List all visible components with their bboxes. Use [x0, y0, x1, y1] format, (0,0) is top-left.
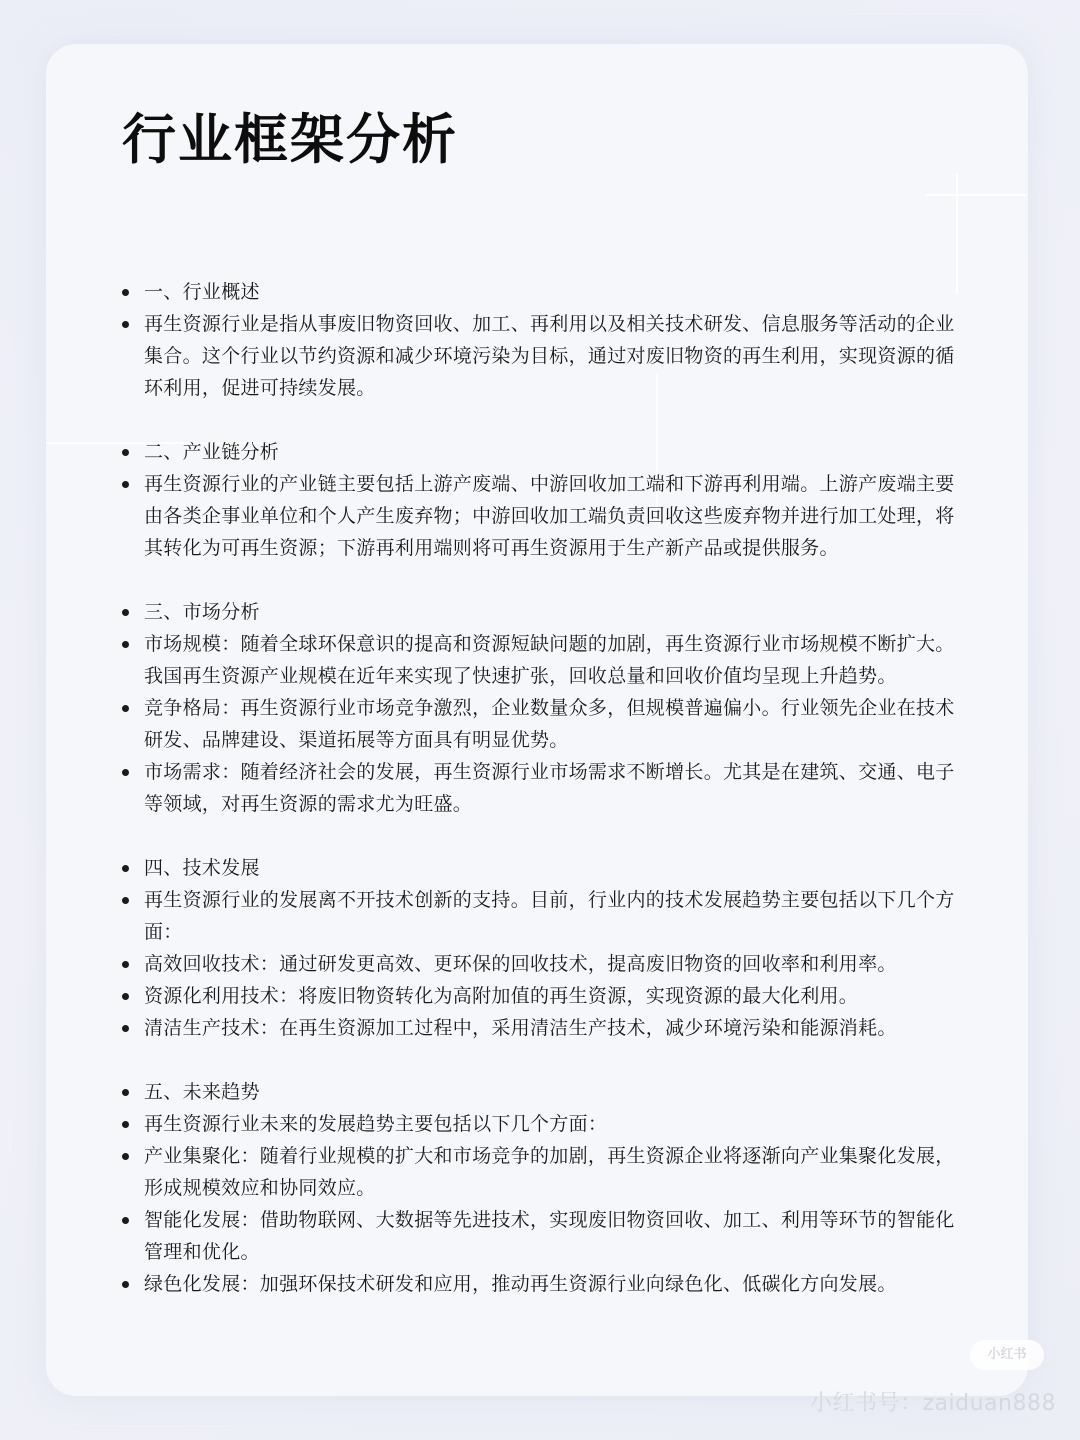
list-item: 资源化利用技术：将废旧物资转化为高附加值的再生资源，实现资源的最大化利用。	[122, 980, 972, 1012]
list-item: 智能化发展：借助物联网、大数据等先进技术，实现废旧物资回收、加工、利用等环节的智能化管理和优化。	[122, 1204, 972, 1268]
page-title: 行业框架分析	[122, 108, 458, 171]
list-item: 五、未来趋势	[122, 1076, 972, 1108]
list-item: 再生资源行业的发展离不开技术创新的支持。目前，行业内的技术发展趋势主要包括以下几个方面：	[122, 884, 972, 948]
list-item: 再生资源行业未来的发展趋势主要包括以下几个方面：	[122, 1108, 972, 1140]
list-item: 二、产业链分析	[122, 436, 972, 468]
list-item: 再生资源行业的产业链主要包括上游产废端、中游回收加工端和下游再利用端。上游产废端主要由各类企事业单位和个人产生废弃物；中游回收加工端负责回收这些废弃物并进行加工处理，将其转化为可再生资源；下游再利用端则将可再生资源用于生产新产品或提供服务。	[122, 468, 972, 564]
list-item: 产业集聚化：随着行业规模的扩大和市场竞争的加剧，再生资源企业将逐渐向产业集聚化发展，形成规模效应和协同效应。	[122, 1140, 972, 1204]
list-item: 再生资源行业是指从事废旧物资回收、加工、再利用以及相关技术研发、信息服务等活动的企业集合。这个行业以节约资源和减少环境污染为目标，通过对废旧物资的再生利用，实现资源的循环利用，促进可持续发展。	[122, 308, 972, 404]
content-list	[122, 276, 972, 1300]
list-item: 高效回收技术：通过研发更高效、更环保的回收技术，提高废旧物资的回收率和利用率。	[122, 948, 972, 980]
list-item: 竞争格局：再生资源行业市场竞争激烈，企业数量众多，但规模普遍偏小。行业领先企业在技术研发、品牌建设、渠道拓展等方面具有明显优势。	[122, 692, 972, 756]
content-card	[46, 44, 1028, 1396]
list-item: 市场需求：随着经济社会的发展，再生资源行业市场需求不断增长。尤其是在建筑、交通、电子等领域，对再生资源的需求尤为旺盛。	[122, 756, 972, 820]
list-item: 绿色化发展：加强环保技术研发和应用，推动再生资源行业向绿色化、低碳化方向发展。	[122, 1268, 972, 1300]
list-item: 四、技术发展	[122, 852, 972, 884]
list-item: 市场规模：随着全球环保意识的提高和资源短缺问题的加剧，再生资源行业市场规模不断扩大。我国再生资源产业规模在近年来实现了快速扩张，回收总量和回收价值均呈现上升趋势。	[122, 628, 972, 692]
list-item: 三、市场分析	[122, 596, 972, 628]
list-item: 一、行业概述	[122, 276, 972, 308]
brand-badge: 小红书	[970, 1340, 1044, 1370]
watermark: 小红书号：zaiduan888	[810, 1391, 1056, 1416]
decor-line-h1	[926, 194, 1026, 196]
list-item: 清洁生产技术：在再生资源加工过程中，采用清洁生产技术，减少环境污染和能源消耗。	[122, 1012, 972, 1044]
